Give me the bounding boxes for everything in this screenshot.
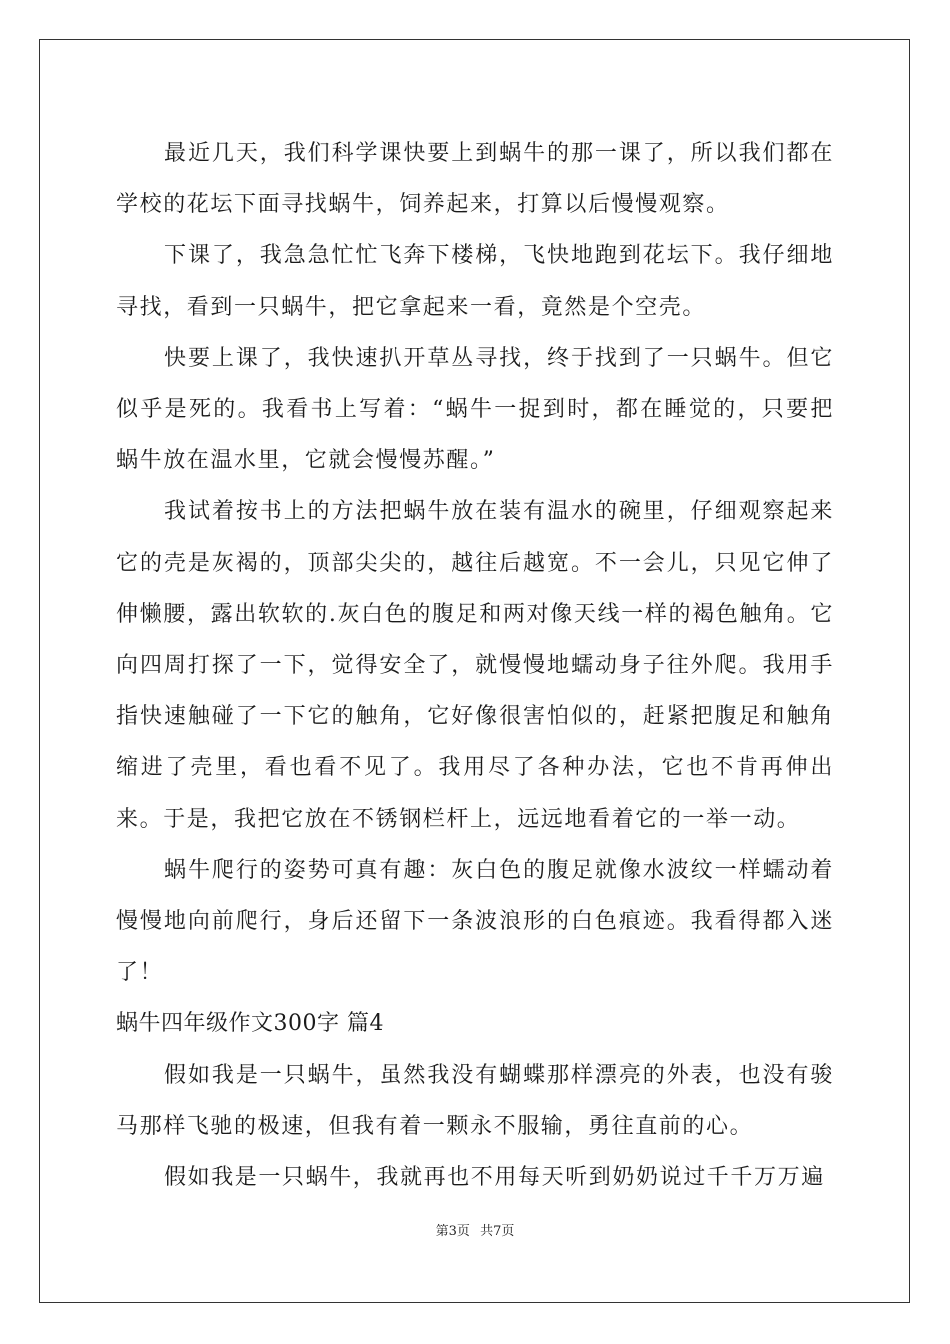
paragraph: 最近几天，我们科学课快要上到蜗牛的那一课了，所以我们都在学校的花坛下面寻找蜗牛，饲养起来，打算以后慢慢观察。 (116, 141, 834, 218)
paragraph: 假如我是一只蜗牛，我就再也不用每天听到奶奶说过千千万万遍 (164, 1165, 825, 1191)
paragraph: 快要上课了，我快速扒开草丛寻找，终于找到了一只蜗牛。但它似乎是死的。我看书上写着：“蜗牛一捉到时，都在睡觉的，只要把蜗牛放在温水里，它就会慢慢苏醒。” (116, 345, 834, 474)
page-footer (0, 1220, 950, 1239)
paragraph: 下课了，我急急忙忙飞奔下楼梯，飞快地跑到花坛下。我仔细地寻找，看到一只蜗牛，把它拿起来一看，竟然是个空壳。 (116, 243, 834, 320)
paragraph: 蜗牛爬行的姿势可真有趣：灰白色的腹足就像水波纹一样蠕动着慢慢地向前爬行，身后还留下一条波浪形的白色痕迹。我看得都入迷了！ (116, 857, 834, 986)
page-number: 第3页 (435, 1224, 470, 1239)
section-heading: 蜗牛四年级作文300字 篇4 (116, 1011, 384, 1037)
page-total: 共7页 (480, 1224, 515, 1239)
paragraph: 假如我是一只蜗牛，虽然我没有蝴蝶那样漂亮的外表，也没有骏马那样飞驰的极速，但我有着一颗永不服输，勇往直前的心。 (116, 1062, 834, 1139)
paragraph: 我试着按书上的方法把蜗牛放在装有温水的碗里，仔细观察起来它的壳是灰褐的，顶部尖尖的，越往后越宽。不一会儿，只见它伸了伸懒腰，露出软软的.灰白色的腹足和两对像天线一样的褐色触角。它向四周打探了一下，觉得安全了，就慢慢地蠕动身子往外爬。我用手指快速触碰了一下它的触角，它好像很害怕似的，赶紧把腹足和触角缩进了壳里，看也看不见了。我用尽了各种办法，它也不肯再伸出来。于是，我把它放在不锈钢栏杆上，远远地看着它的一举一动。 (116, 499, 834, 832)
document-body (116, 128, 834, 1203)
